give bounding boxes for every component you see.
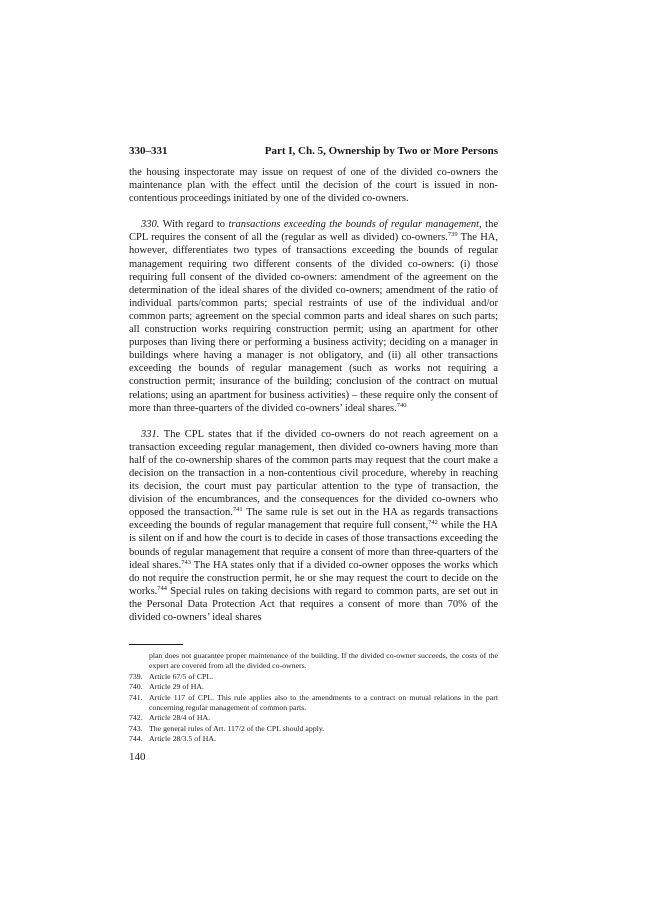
paragraph-330 [129, 218, 498, 414]
footnote-text: Article 117 of CPL. This rule applies also to the amendments to a contract on mutual relations in the part concerning regular management of common parts. [149, 692, 498, 713]
footnote-item [129, 734, 498, 744]
footnote-number: 742. [129, 713, 143, 723]
paragraph-number: 331. [141, 428, 160, 440]
footnote-divider [129, 644, 183, 645]
footnote-text: Article 28/3.5 of HA. [149, 734, 216, 744]
section-range: 330–331 [129, 145, 168, 157]
paragraph-331 [129, 428, 498, 624]
footnote-text: Article 28/4 of HA. [149, 713, 211, 723]
paragraph-text: Special rules on taking decisions with regard to common parts, are set out in the Personal Data Protection Act that requires a consent of more than 70% of the divided co-owners’ ideal shares [129, 585, 498, 623]
footnote-item [129, 724, 498, 734]
footnote-number: 741. [129, 692, 143, 702]
footnote-item [129, 682, 498, 692]
running-head [129, 144, 498, 158]
footnotes [129, 651, 498, 745]
footnote-text: Article 29 of HA. [149, 682, 204, 692]
paragraph-number: 330. [141, 219, 160, 231]
footnote-number: 740. [129, 682, 143, 692]
paragraph-text: The HA states only that if a divided co-owner opposes the works which do not require the construction permit, he or she may request the court to decide on the works. [129, 559, 498, 597]
paragraph-text: The HA, however, differentiates two types of transactions exceeding the bounds of regular management requiring two different consents of the divided co-owners: (i) those requiring full consent of the divided co-owners: amendment of the agreement on the determination of the ideal shares of the divided co-owners; amendment of the ratio of individual parts/common parts; special restraints of use of the individual and/or common parts; agreement on the special common parts and ideal shares on such parts; all construction works requiring construction permit; using an apartment for other purposes than living there or performing a business activity; deciding on a manager in buildings where having a manager is not obligatory, and (ii) all other transactions exceeding the bounds of regular management (such as works not requiring a construction permit; insurance of the building; conclusion of the contract on mutual relations; using an apartment for business activities) – these require only the consent of more than three-quarters of the divided co-owners’ ideal shares. [129, 232, 498, 414]
page-number: 140 [129, 751, 146, 763]
footnote-text: The general rules of Art. 117/2 of the CPL should apply. [149, 723, 325, 733]
chapter-title: Part I, Ch. 5, Ownership by Two or More Persons [264, 145, 498, 157]
footnote-number: 743. [129, 723, 143, 733]
footnote-number: 739. [129, 671, 143, 681]
footnote-ref[interactable]: 739 [447, 231, 458, 239]
footnote-ref[interactable]: 742 [428, 519, 438, 527]
paragraph-text: while the HA is silent on if and how the court is to decide in cases of those transactions exceeding the bounds of regular management that require a consent of more than three-quarters of the ideal shares. [129, 520, 498, 571]
footnote-continuation: plan does not guarantee proper maintenance of the building. If the divided co-owner succeeds, the costs of the expert are covered from all the divided co-owners. [149, 651, 498, 671]
paragraph-text: The same rule is set out in the HA as regards transactions exceeding the bounds of regular management that require full consent, [129, 507, 499, 532]
footnote-text: Article 67/5 of CPL. [149, 671, 214, 681]
paragraph-text: With regard to [162, 219, 226, 231]
footnote-item [129, 693, 498, 714]
footnote-ref[interactable]: 744 [157, 584, 168, 592]
footnote-item [129, 672, 498, 682]
paragraph-text: , the CPL requires the consent of all the (regular as well as divided) co-owners. [129, 219, 498, 244]
footnote-ref[interactable]: 740 [396, 401, 407, 409]
paragraph-text: The CPL states that if the divided co-owners do not reach agreement on a transaction exceeding regular management, then divided co-owners having more than half of the co-ownership shares of the common parts may request that the court make a decision on the transaction in a non-contentious civil procedure, whereby in reaching its decision, the court must pay particular attention to the type of transaction, the division of the encumbrances, and the consequences for the divided co-owners who opposed the transaction. [129, 428, 498, 519]
footnote-item [129, 713, 498, 723]
body-text [129, 166, 498, 624]
continuation-paragraph: the housing inspectorate may issue on request of one of the divided co-owners the maintenance plan with the effect until the decision of the court is issued in non-contentious proceedings initiated by one of the divided co-owners. [129, 167, 498, 205]
footnote-ref[interactable]: 741 [232, 506, 243, 514]
footnote-number: 744. [129, 734, 143, 744]
footnote-ref[interactable]: 743 [181, 558, 191, 566]
emphasis-text: transactions exceeding the bounds of regular management [228, 219, 480, 231]
